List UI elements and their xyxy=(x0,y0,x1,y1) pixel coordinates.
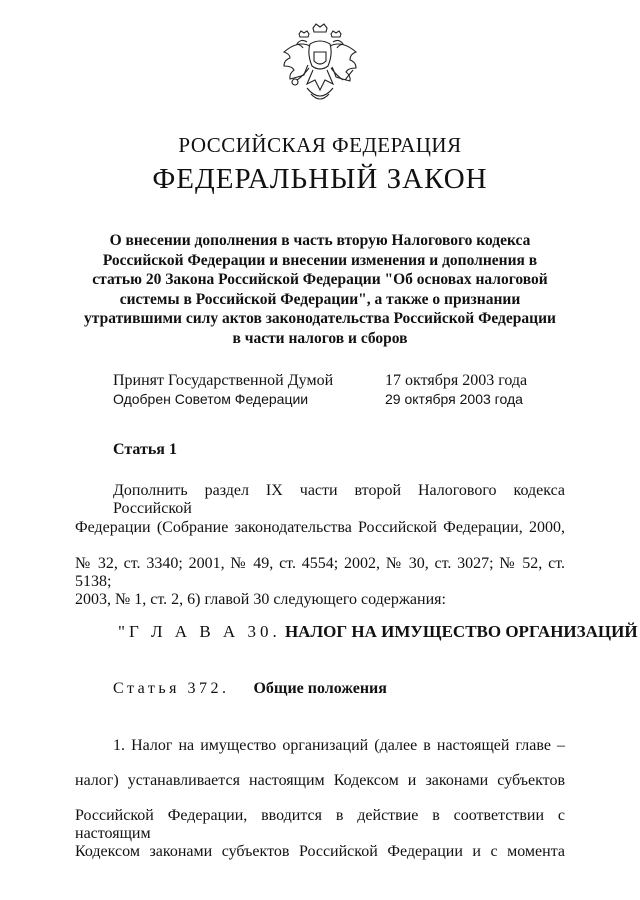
article-372-line-4 xyxy=(75,843,565,861)
article-1-line-2 xyxy=(75,519,565,537)
article-372-title: Общие положения xyxy=(253,680,387,697)
article-372-text-2: налог) устанавливается настоящим Кодексом и законами субъектов xyxy=(75,772,565,789)
chapter-number: "Г Л А В А 30. xyxy=(118,622,281,641)
adoption-council-label: Одобрен Советом Федерации xyxy=(113,391,309,407)
chapter-title: НАЛОГ НА ИМУЩЕСТВО ОРГАНИЗАЦИЙ xyxy=(284,622,638,641)
article-1-line-4: 2003, № 1, ст. 2, 6) главой 30 следующего содержания: xyxy=(75,591,446,608)
law-title: О внесении дополнения в часть вторую Налогового кодекса Российской Федерации и внесении изменения и дополнения в статью 20 Закона Российской Федерации "Об основах налоговой системы в Российской Федерации", а также о признании утратившими силу актов законодательства Российской Федерации в части налогов и сборов xyxy=(84,232,556,347)
article-372-text-4: Кодексом законами субъектов Российской Федерации и с момента xyxy=(75,843,565,860)
country-name: РОССИЙСКАЯ ФЕДЕРАЦИЯ xyxy=(178,133,462,157)
article-372-line-2 xyxy=(75,772,565,790)
article-372-line-3 xyxy=(75,807,565,843)
article-372-label: Статья 372. xyxy=(113,680,230,697)
adoption-council-date: 29 октября 2003 года xyxy=(385,391,523,407)
article-372-heading xyxy=(113,680,387,698)
adoption-duma-label: Принят Государственной Думой xyxy=(113,372,334,389)
article-1-text-2: Федерации (Собрание законодательства Российской Федерации, 2000, xyxy=(75,519,565,536)
article-1-text-1: Дополнить раздел IX части второй Налогового кодекса Российской xyxy=(113,482,565,517)
article-372-text-1: 1. Налог на имущество организаций (далее в настоящей главе – xyxy=(113,737,565,754)
document-type: ФЕДЕРАЛЬНЫЙ ЗАКОН xyxy=(152,163,488,195)
article-1-text-3: № 32, ст. 3340; 2001, № 49, ст. 4554; 2002, № 30, ст. 3027; № 52, ст. 5138; xyxy=(75,555,565,590)
adoption-council-row xyxy=(113,391,523,407)
article-1-line-1 xyxy=(113,482,565,518)
coat-of-arms-icon xyxy=(277,22,363,112)
article-1-line-3 xyxy=(75,555,565,591)
adoption-duma-date: 17 октября 2003 года xyxy=(385,372,528,389)
article-1-heading: Статья 1 xyxy=(113,441,177,458)
article-372-text-3: Российской Федерации, вводится в действие в соответствии с настоящим xyxy=(75,807,565,842)
chapter-heading xyxy=(118,622,638,642)
article-372-line-1 xyxy=(113,737,565,755)
adoption-duma-row xyxy=(113,372,528,390)
